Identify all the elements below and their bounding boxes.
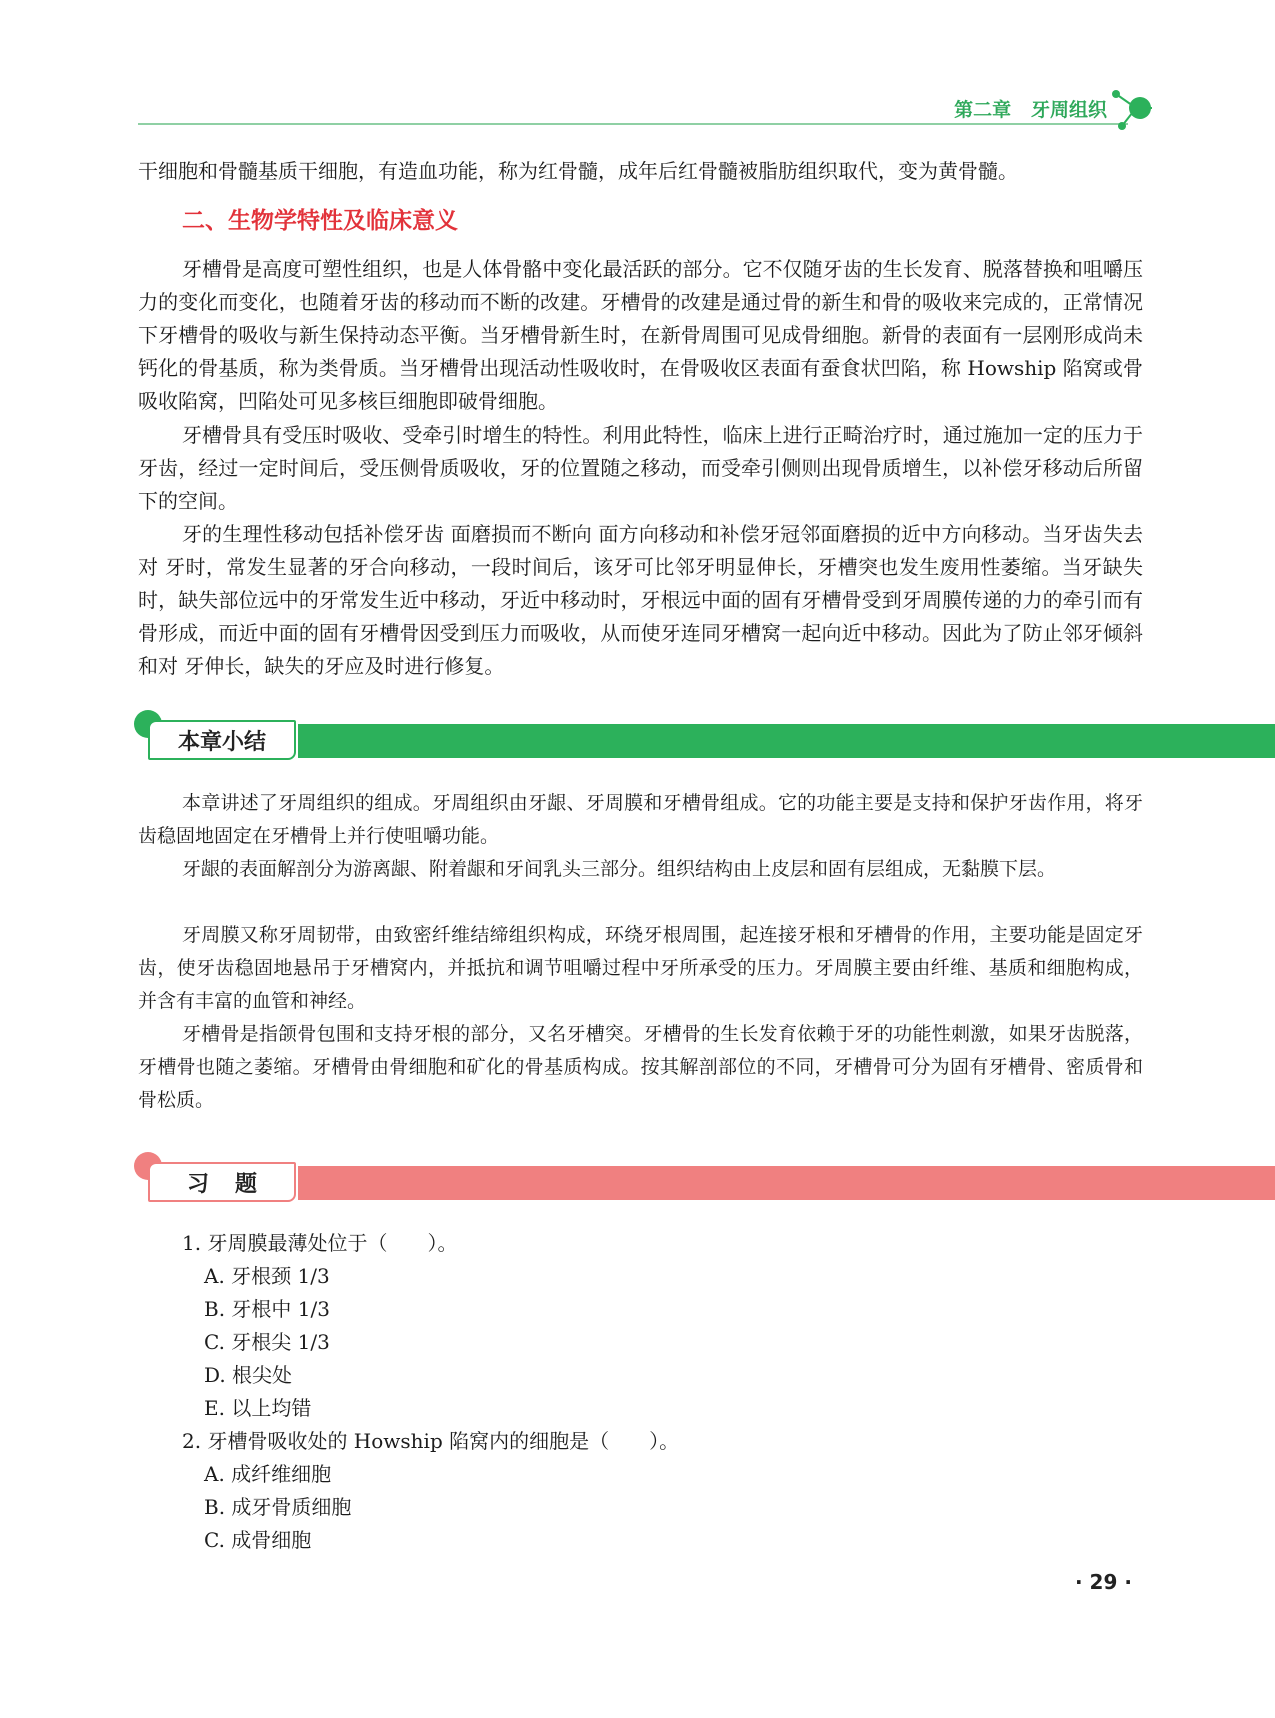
molecule-deco-icon bbox=[1110, 86, 1160, 132]
summary-paragraph-3: 牙周膜又称牙周韧带，由致密纤维结缔组织构成，环绕牙根周围，起连接牙根和牙槽骨的作用，主要功能是固定牙齿，使牙齿稳固地悬吊于牙槽窝内，并抵抗和调节咀嚼过程中牙所承受的压力。牙周膜主要由纤维、基质和细胞构成，并含有丰富的血管和神经。 bbox=[138, 924, 1143, 1012]
question-option: B. 牙根中 1/3 bbox=[204, 1297, 330, 1321]
header-rule bbox=[138, 123, 1128, 125]
banner-bar bbox=[298, 1166, 1275, 1200]
body-paragraph-3: 牙的生理性移动包括补偿牙齿 面磨损而不断向 面方向移动和补偿牙冠邻面磨损的近中方向移动。当牙齿失去对 牙时，常发生显著的牙合向移动，一段时间后，该牙可比邻牙明显伸长，牙槽突也发生废用性萎缩。当牙缺失时，缺失部位远中的牙常发生近中移动，牙近中移动时，牙根远中面的固有牙槽骨受到牙周膜传递的力的牵引而有骨形成，而近中面的固有牙槽骨因受到压力而吸收，从而使牙连同牙槽窝一起向近中移动。因此为了防止邻牙倾斜和对 牙伸长，缺失的牙应及时进行修复。 bbox=[138, 522, 1143, 678]
exercises-heading: 习题 bbox=[148, 1162, 296, 1202]
chapter-title: 牙周组织 bbox=[1030, 99, 1107, 121]
question-option: E. 以上均错 bbox=[204, 1396, 312, 1420]
section-title: 二、生物学特性及临床意义 bbox=[182, 208, 458, 234]
running-header bbox=[954, 95, 1107, 122]
banner-bar bbox=[298, 724, 1275, 758]
intro-paragraph-tail: 干细胞和骨髓基质干细胞，有造血功能，称为红骨髓，成年后红骨髓被脂肪组织取代，变为黄骨髓。 bbox=[138, 159, 1018, 183]
summary-paragraph-2: 牙龈的表面解剖分为游离龈、附着龈和牙间乳头三部分。组织结构由上皮层和固有层组成，无黏膜下层。 bbox=[182, 858, 1057, 880]
question-option: C. 牙根尖 1/3 bbox=[204, 1330, 330, 1354]
chapter-label: 第二章 bbox=[954, 99, 1012, 121]
body-paragraph-2: 牙槽骨具有受压时吸收、受牵引时增生的特性。利用此特性，临床上进行正畸治疗时，通过施加一定的压力于牙齿，经过一定时间后，受压侧骨质吸收，牙的位置随之移动，而受牵引侧则出现骨质增生，以补偿牙移动后所留下的空间。 bbox=[138, 423, 1143, 513]
question-list bbox=[182, 1227, 679, 1557]
question-option: B. 成牙骨质细胞 bbox=[204, 1495, 352, 1519]
summary-paragraph-1: 本章讲述了牙周组织的组成。牙周组织由牙龈、牙周膜和牙槽骨组成。它的功能主要是支持和保护牙齿作用，将牙齿稳固地固定在牙槽骨上并行使咀嚼功能。 bbox=[138, 792, 1143, 847]
page-number: · 29 · bbox=[1075, 1570, 1132, 1594]
body-paragraph-1: 牙槽骨是高度可塑性组织，也是人体骨骼中变化最活跃的部分。它不仅随牙齿的生长发育、脱落替换和咀嚼压力的变化而变化，也随着牙齿的移动而不断的改建。牙槽骨的改建是通过骨的新生和骨的吸收来完成的，正常情况下牙槽骨的吸收与新生保持动态平衡。当牙槽骨新生时，在新骨周围可见成骨细胞。新骨的表面有一层刚形成尚未钙化的骨基质，称为类骨质。当牙槽骨出现活动性吸收时，在骨吸收区表面有蚕食状凹陷，称 Howship 陷窝或骨吸收陷窝，凹陷处可见多核巨细胞即破骨细胞。 bbox=[138, 257, 1143, 413]
summary-paragraph-4: 牙槽骨是指颌骨包围和支持牙根的部分，又名牙槽突。牙槽骨的生长发育依赖于牙的功能性刺激，如果牙齿脱落，牙槽骨也随之萎缩。牙槽骨由骨细胞和矿化的骨基质构成。按其解剖部位的不同，牙槽骨可分为固有牙槽骨、密质骨和骨松质。 bbox=[138, 1023, 1143, 1111]
question-option: A. 成纤维细胞 bbox=[204, 1462, 332, 1486]
question-option: A. 牙根颈 1/3 bbox=[204, 1264, 330, 1288]
question-option: D. 根尖处 bbox=[204, 1363, 293, 1387]
question-option: C. 成骨细胞 bbox=[204, 1528, 312, 1552]
question-stem: 1. 牙周膜最薄处位于（ ）。 bbox=[182, 1231, 458, 1255]
question-stem: 2. 牙槽骨吸收处的 Howship 陷窝内的细胞是（ ）。 bbox=[182, 1429, 680, 1453]
summary-heading: 本章小结 bbox=[148, 720, 296, 760]
